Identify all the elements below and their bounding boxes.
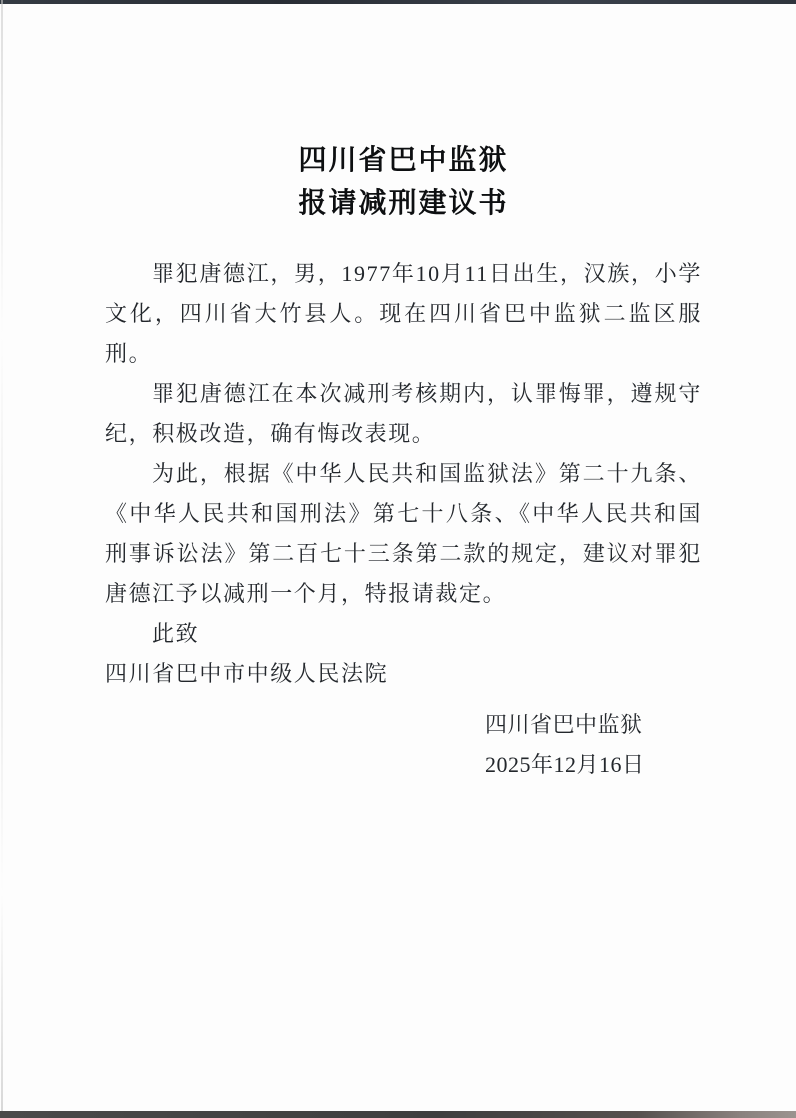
title-line-doctype: 报请减刑建议书 [298,187,509,218]
scan-edge-left [1,0,3,1118]
signature-organization: 四川省巴中监狱 [485,712,643,737]
closing-salutation: 此致 [152,621,200,646]
signature-date: 2025年12月16日 [485,752,645,777]
document-body [105,254,702,694]
signature-block [485,705,645,785]
scan-edge-top [0,0,796,4]
paragraph-legal-basis: 为此，根据《中华人民共和国监狱法》第二十九条、《中华人民共和国刑法》第七十八条、《中华人民共和国刑事诉讼法》第二百七十三条第二款的规定，建议对罪犯唐德江予以减刑一个月，特报请裁定。 [105,461,702,606]
recipient-court: 四川省巴中市中级人民法院 [105,661,389,686]
paragraph-performance: 罪犯唐德江在本次减刑考核期内，认罪悔罪，遵规守纪，积极改造，确有悔改表现。 [105,381,702,446]
scan-edge-bottom [0,1111,796,1118]
title-line-org: 四川省巴中监狱 [298,144,509,175]
paragraph-offender-info: 罪犯唐德江，男，1977年10月11日出生，汉族，小学文化，四川省大竹县人。现在四川省巴中监狱二监区服刑。 [105,261,702,366]
document-title [105,138,702,224]
